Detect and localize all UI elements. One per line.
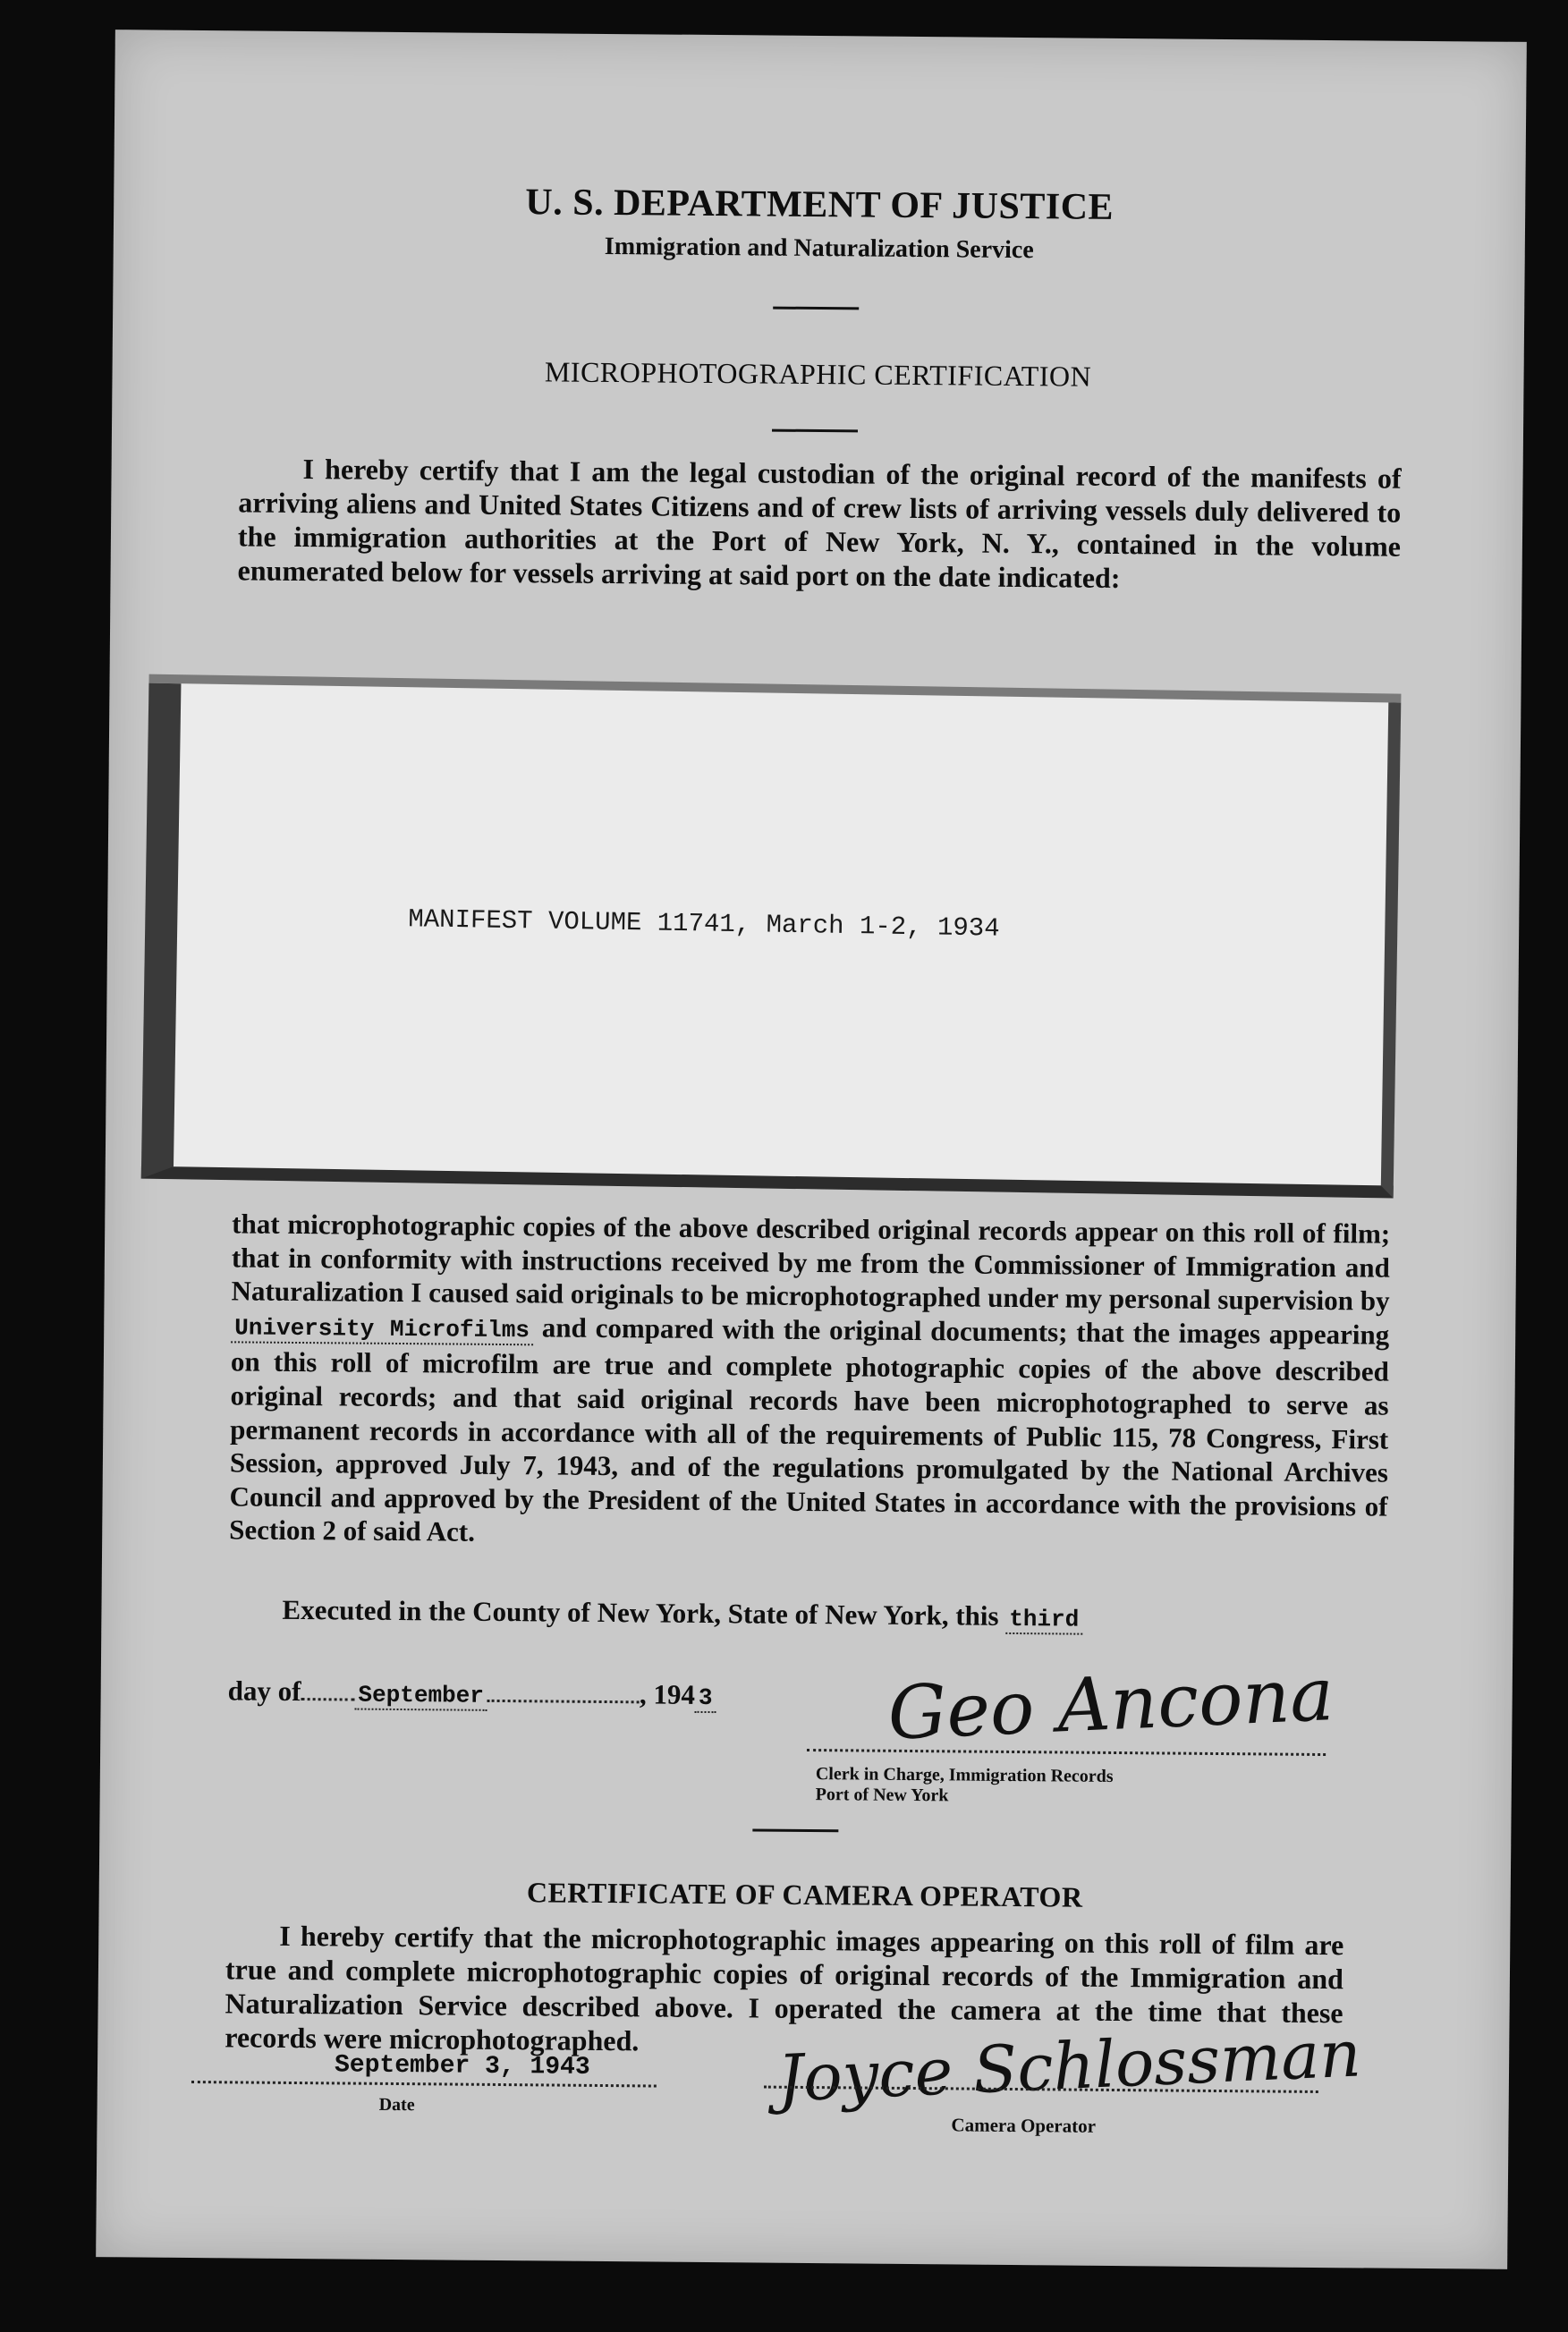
camera-certificate-text: I hereby certify that the microphotographic images appearing on this roll of film are true and complete microphotographic copies of original records of the Immigration and Naturalization Service described above. I operated the camera at the time that these records were microphotographed. [225,1919,1344,2057]
clerk-title: Clerk in Charge, Immigration Records [815,1764,1114,1786]
dotted-leader [301,1698,354,1701]
camera-date-value: September 3, 1943 [334,2051,590,2082]
divider-rule [752,1828,838,1832]
day-of-label: day of [227,1675,301,1708]
supervisor-name: University Microfilms [231,1314,533,1345]
clerk-location: Port of New York [815,1785,949,1806]
divider-rule [772,429,858,433]
camera-operator-label: Camera Operator [951,2114,1097,2137]
certificate-sheet [96,30,1527,2269]
manifest-volume-label: MANIFEST VOLUME 11741, March 1-2, 1934 [408,904,1000,944]
execution-date-line [228,1675,716,1711]
execution-day: third [1005,1606,1082,1635]
execution-month: September [354,1682,487,1711]
divider-rule [773,307,859,310]
service-subheading: Immigration and Naturalization Service [604,232,1034,265]
intro-paragraph: I hereby certify that I am the legal custodian of the original record of the manifests of arriving aliens and United States Citizens and of crew lists of arriving vessels duly delivered to the immigration authorities at the Port of New York, N. Y., contained in the volume enumerated below for vessels arriving at said port on the date indicated: [237,453,1402,594]
body-text-part-1: that microphotographic copies of the above described original records appear on this roll of film; that in conformity with instructions received by me from the Commissioner of Immigration and Naturalization I caused said originals to be microphotographed under my personal supervision by [231,1208,1391,1317]
dotted-leader [487,1700,640,1703]
certification-title: MICROPHOTOGRAPHIC CERTIFICATION [544,355,1092,393]
execution-statement [228,1591,1337,1640]
camera-certificate-title: CERTIFICATE OF CAMERA OPERATOR [526,1876,1083,1913]
certification-body [229,1207,1390,1556]
camera-date-line [191,2081,657,2088]
camera-date-label: Date [378,2094,415,2116]
department-heading: U. S. DEPARTMENT OF JUSTICE [525,182,1115,228]
clerk-signature: Geo Ancona [886,1652,1335,1757]
body-text-part-2: and compared with the original documents; that the images appearing on this roll of microfilm are true and complete photographic copies of the above described original records; and that said original records have been microphotographed to serve as permanent records in accordance with all of the requirements of Public 115, 78 Congress, First Session, approved July 7, 1943, and of the regulations promulgated by the National Archives Council and approved by the President of the United States in accordance with the provisions of Section 2 of said Act. [229,1311,1390,1548]
execution-year-prefix: , 194 [639,1678,696,1710]
execution-year-digit: 3 [695,1684,716,1713]
execution-text: Executed in the County of New York, State of New York, this [282,1593,999,1632]
manifest-card [141,683,1402,1199]
clerk-signature-line [807,1749,1326,1756]
operator-signature: Joyce Schlossman [776,2015,1363,2116]
